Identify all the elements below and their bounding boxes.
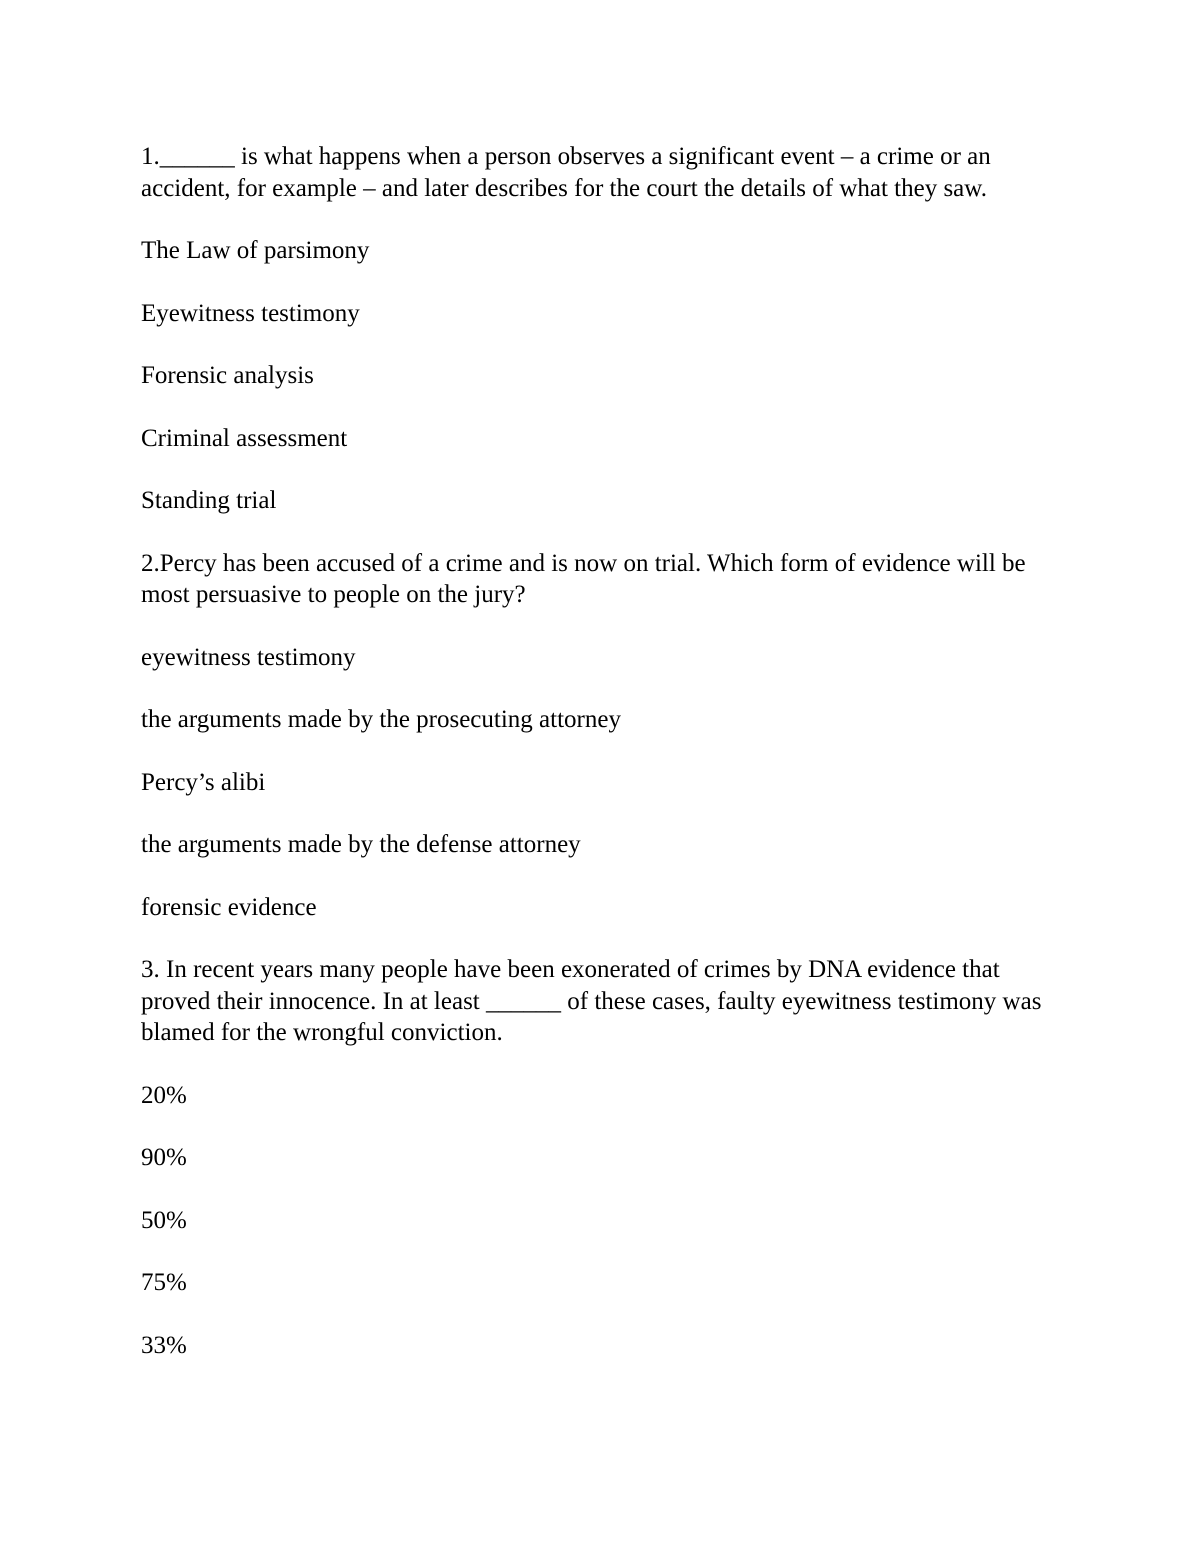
- question-text: 2.Percy has been accused of a crime and is now on trial. Which form of evidence will be most persuasive to people on the jury?: [141, 549, 1026, 608]
- answer-option: forensic evidence: [141, 893, 317, 921]
- answer-option: The Law of parsimony: [141, 237, 370, 264]
- answer-option: 75%: [141, 1269, 187, 1296]
- answer-option: Standing trial: [141, 487, 277, 514]
- quiz-content: [141, 141, 1061, 1392]
- answer-options: [141, 642, 1061, 924]
- answer-option: Percy’s alibi: [141, 768, 266, 796]
- answer-option: 50%: [141, 1206, 187, 1234]
- answer-option: Eyewitness testimony: [141, 299, 360, 327]
- answer-option: the arguments made by the prosecuting attorney: [141, 706, 621, 733]
- question-3: [141, 954, 1061, 1361]
- answer-options: [141, 1080, 1061, 1362]
- answer-options: [141, 235, 1061, 517]
- question-text: 1.______ is what happens when a person observes a significant event – a crime or an accident, for example – and later describes for the court the details of what they saw.: [141, 143, 991, 202]
- question-2: [141, 548, 1061, 924]
- answer-option: Criminal assessment: [141, 424, 348, 452]
- question-text: 3. In recent years many people have been exonerated of crimes by DNA evidence that proved their innocence. In at least ______ of these cases, faulty eyewitness testimony was blamed for the wrongful conviction.: [141, 956, 1042, 1046]
- answer-option: the arguments made by the defense attorney: [141, 831, 581, 858]
- answer-option: eyewitness testimony: [141, 643, 356, 671]
- question-1: [141, 141, 1061, 517]
- answer-option: 20%: [141, 1081, 187, 1109]
- answer-option: 90%: [141, 1144, 187, 1171]
- answer-option: 33%: [141, 1331, 187, 1359]
- answer-option: Forensic analysis: [141, 362, 314, 389]
